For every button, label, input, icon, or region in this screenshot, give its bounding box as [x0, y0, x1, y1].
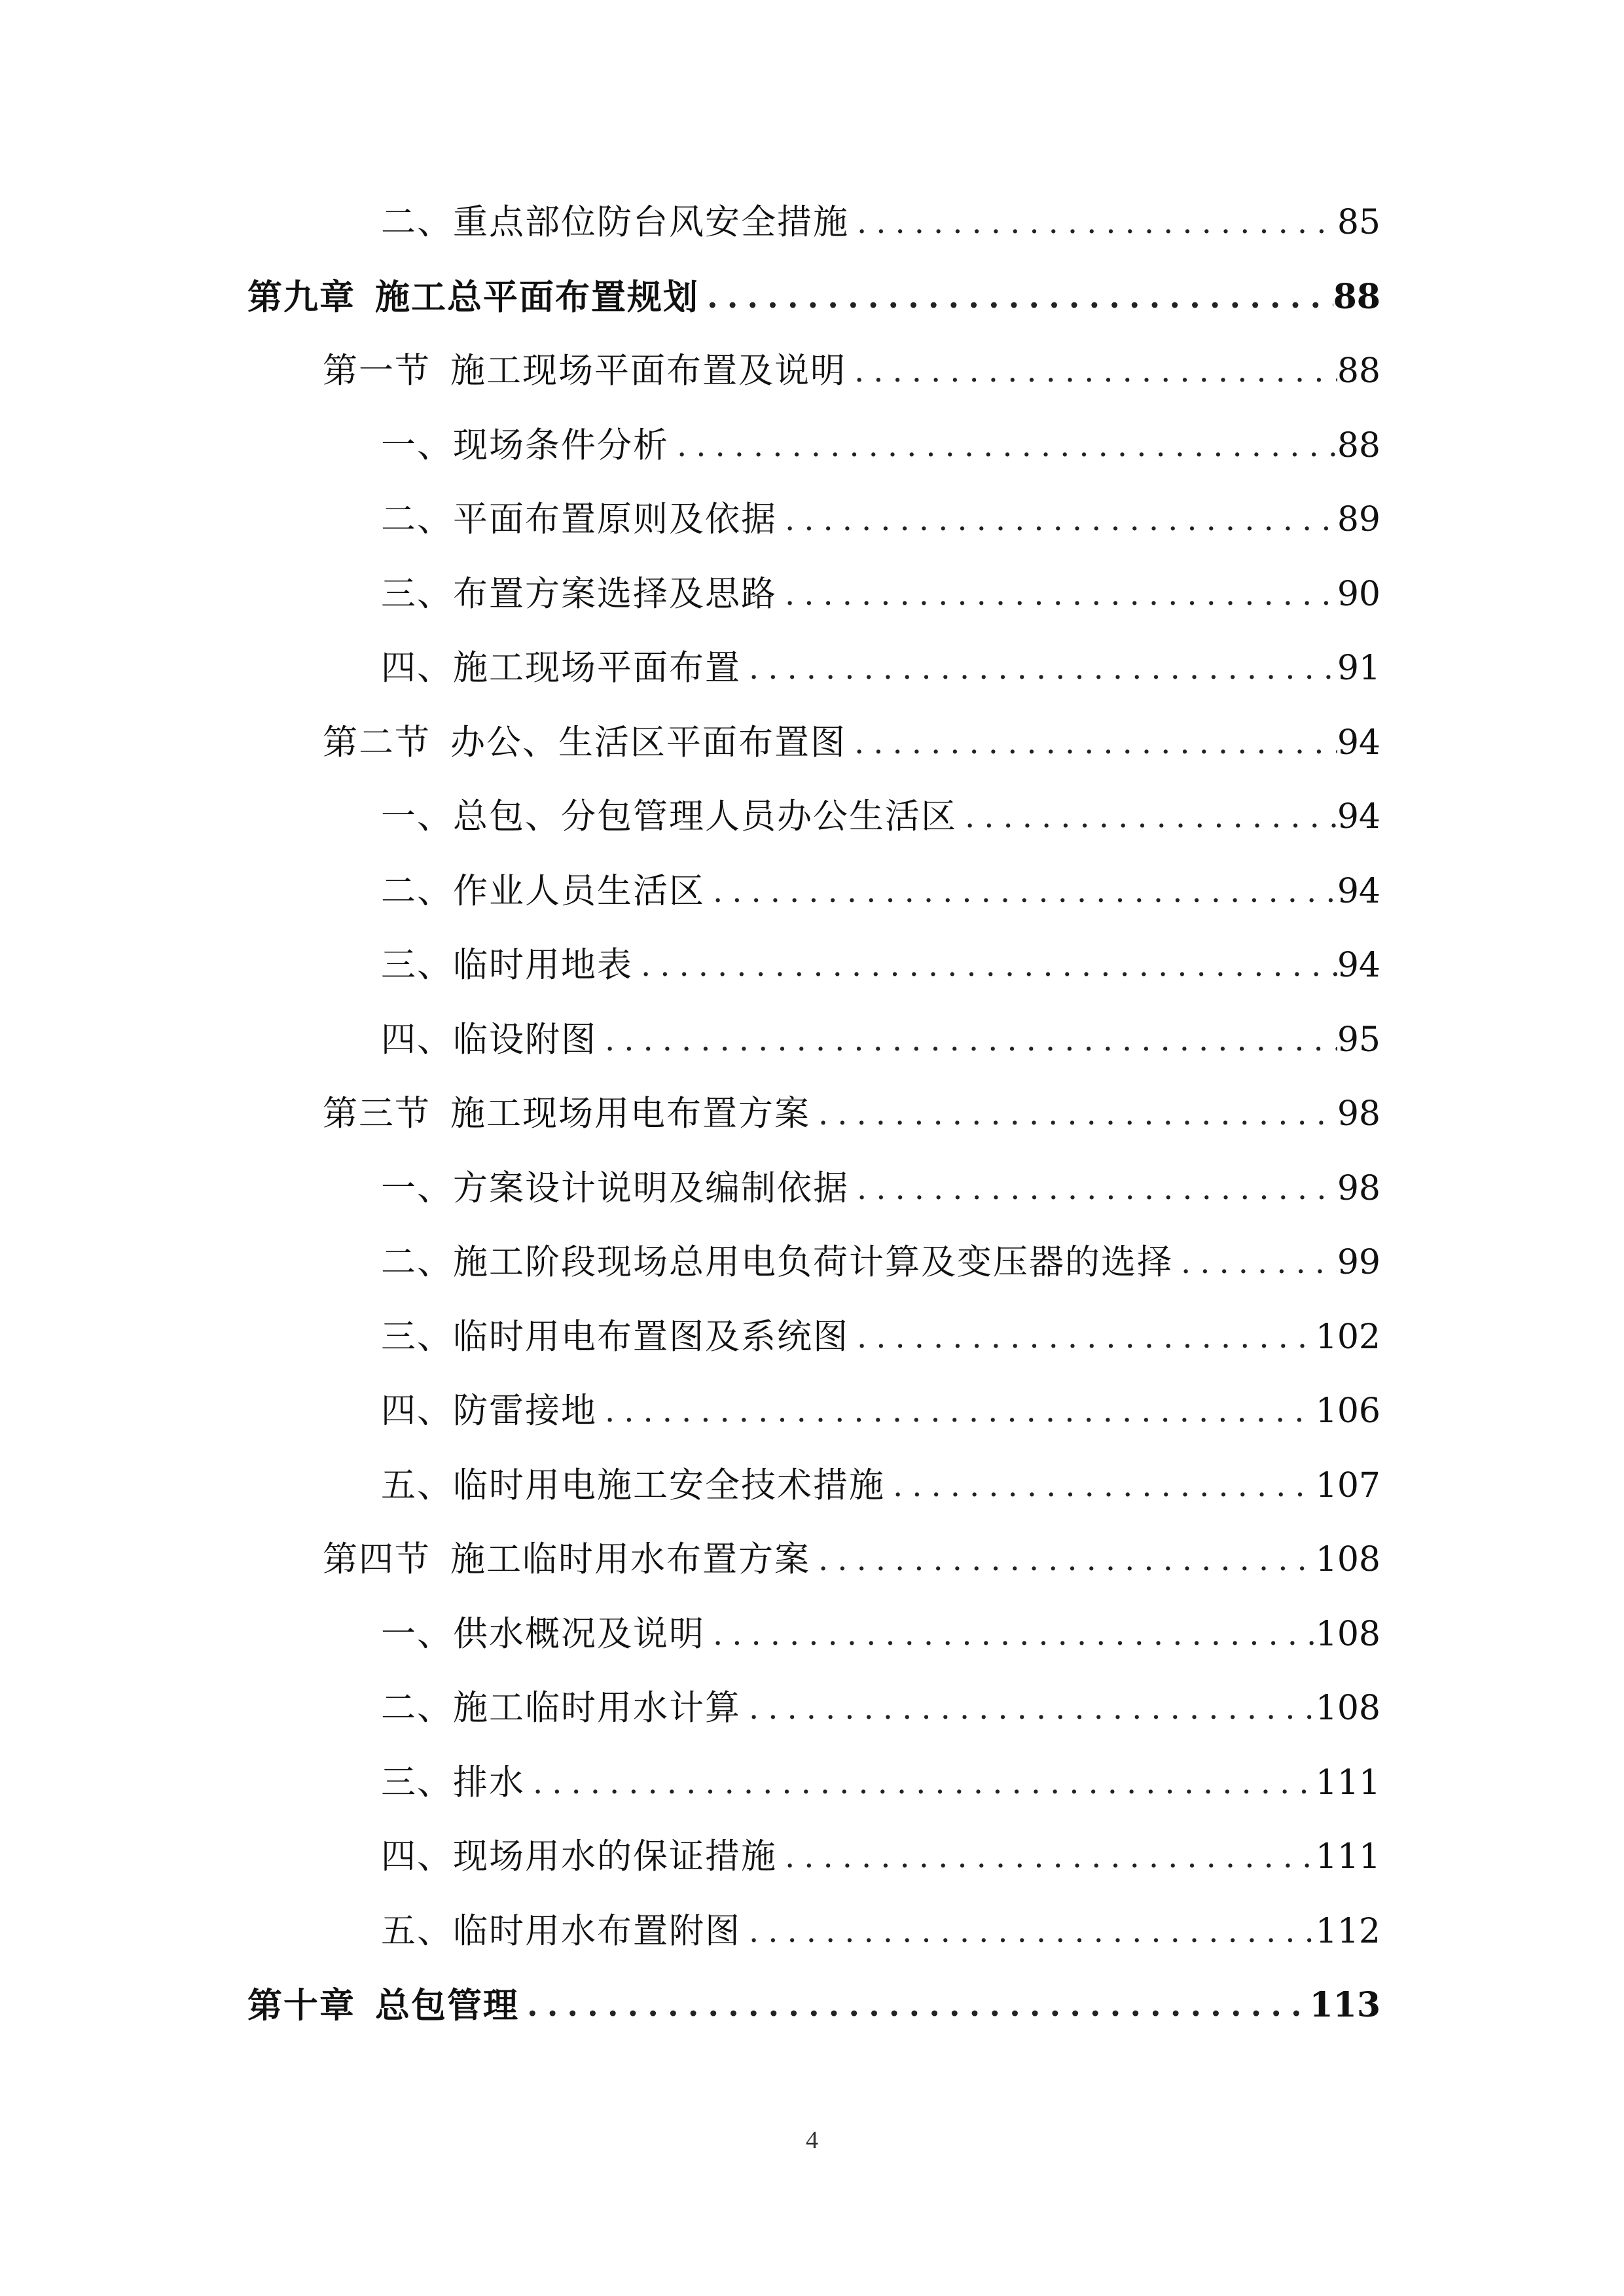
- toc-entry-page: 113: [1309, 1985, 1380, 2025]
- toc-dot-leader: [846, 342, 1337, 401]
- footer-page-number: 4: [806, 2126, 818, 2154]
- toc-entry-page: 85: [1337, 203, 1380, 242]
- toc-entry-page: 94: [1337, 872, 1380, 911]
- toc-entry-page: 111: [1315, 1837, 1380, 1876]
- toc-chapter-entry[interactable]: [247, 268, 1380, 327]
- toc-entry-page: 108: [1315, 1689, 1380, 1728]
- toc-entry[interactable]: [381, 1456, 1380, 1515]
- toc-entry[interactable]: [381, 1827, 1380, 1886]
- toc-section-entry[interactable]: [323, 1085, 1380, 1143]
- toc-entry-page: 95: [1337, 1020, 1380, 1060]
- toc-chapter-entry[interactable]: [247, 1976, 1380, 2035]
- toc-entry-title: 一、供水概况及说明: [381, 1614, 705, 1654]
- toc-entry-page: 88: [1337, 426, 1380, 465]
- toc-entry-title: 二、施工阶段现场总用电负荷计算及变压器的选择: [381, 1242, 1173, 1282]
- toc-entry-title: 一、方案设计说明及编制依据: [381, 1168, 849, 1208]
- toc-entry-page: 94: [1337, 797, 1380, 836]
- toc-entry-page: 94: [1337, 723, 1380, 762]
- toc-entry-page: 107: [1315, 1466, 1380, 1505]
- toc-entry-title: 四、施工现场平面布置: [381, 648, 741, 688]
- toc-dot-leader: [519, 1976, 1309, 2035]
- toc-entry[interactable]: [381, 639, 1380, 698]
- toc-entry-title: 三、临时用电布置图及系统图: [381, 1317, 849, 1357]
- toc-entry[interactable]: [381, 565, 1380, 624]
- toc-entry-title: 三、布置方案选择及思路: [381, 574, 777, 614]
- toc-entry-title: [323, 1085, 810, 1143]
- toc-chapter-prefix: 第九章: [247, 277, 355, 317]
- toc-entry-title: [323, 342, 846, 401]
- toc-entry[interactable]: [381, 1679, 1380, 1738]
- toc-dot-leader: [810, 1530, 1316, 1589]
- toc-entry[interactable]: [381, 1605, 1380, 1664]
- toc-entry-page: 108: [1315, 1540, 1380, 1579]
- toc-entry-title: 一、现场条件分析: [381, 425, 669, 465]
- toc-section-title: 施工临时用水布置方案: [450, 1539, 810, 1579]
- toc-entry[interactable]: [381, 862, 1380, 921]
- toc-entry-page: 112: [1315, 1912, 1380, 1951]
- toc-entry-page: 111: [1315, 1763, 1380, 1803]
- toc-entry[interactable]: [381, 490, 1380, 549]
- toc-section-title: 施工现场平面布置及说明: [450, 351, 846, 391]
- toc-dot-leader: [1173, 1233, 1337, 1292]
- toc-section-entry[interactable]: [323, 342, 1380, 401]
- toc-entry-title: 二、重点部位防台风安全措施: [381, 202, 849, 242]
- toc-dot-leader: [885, 1456, 1316, 1515]
- toc-dot-leader: [849, 193, 1337, 252]
- toc-entry-title: 四、防雷接地: [381, 1391, 597, 1431]
- toc-entry-title: 四、现场用水的保证措施: [381, 1837, 777, 1876]
- toc-entry-page: 99: [1337, 1243, 1380, 1282]
- toc-entry-title: 二、施工临时用水计算: [381, 1688, 741, 1728]
- toc-entry[interactable]: [381, 1382, 1380, 1441]
- toc-chapter-title: 总包管理: [375, 1985, 519, 2026]
- toc-entry-page: 98: [1337, 1094, 1380, 1134]
- toc-section-prefix: 第二节: [323, 723, 431, 762]
- toc-dot-leader: [597, 1011, 1337, 1069]
- toc-dot-leader: [777, 490, 1337, 549]
- toc-entry[interactable]: [381, 1753, 1380, 1812]
- toc-section-entry[interactable]: [323, 1530, 1380, 1589]
- toc-dot-leader: [699, 268, 1333, 327]
- toc-dot-leader: [741, 639, 1337, 698]
- toc-dot-leader: [633, 936, 1337, 995]
- toc-dot-leader: [846, 713, 1337, 772]
- toc-dot-leader: [849, 1308, 1316, 1367]
- toc-dot-leader: [525, 1753, 1316, 1812]
- toc-entry-page: 106: [1315, 1391, 1380, 1431]
- toc-entry[interactable]: [381, 1902, 1380, 1961]
- toc-entry[interactable]: [381, 1159, 1380, 1218]
- toc-section-entry[interactable]: [323, 713, 1380, 772]
- toc-entry[interactable]: [381, 787, 1380, 846]
- toc-dot-leader: [777, 1827, 1316, 1886]
- toc-entry-title: 五、临时用电施工安全技术措施: [381, 1465, 885, 1505]
- toc-entry-title: 一、总包、分包管理人员办公生活区: [381, 797, 957, 836]
- toc-dot-leader: [705, 862, 1337, 921]
- toc-dot-leader: [810, 1085, 1337, 1143]
- toc-entry-title: 五、临时用水布置附图: [381, 1911, 741, 1951]
- toc-dot-leader: [777, 565, 1337, 624]
- toc-entry-page: 102: [1315, 1318, 1380, 1357]
- toc-chapter-prefix: 第十章: [247, 1985, 355, 2026]
- toc-entry-title: [247, 268, 699, 327]
- toc-entry-page: 108: [1315, 1615, 1380, 1654]
- toc-section-prefix: 第三节: [323, 1094, 431, 1134]
- toc-entry-page: 88: [1333, 277, 1380, 317]
- toc-entry-title: [247, 1976, 519, 2035]
- toc-entry-page: 94: [1337, 946, 1380, 985]
- toc-entry[interactable]: [381, 1011, 1380, 1069]
- toc-dot-leader: [741, 1679, 1316, 1738]
- toc-dot-leader: [705, 1605, 1316, 1664]
- toc-entry[interactable]: [381, 193, 1380, 252]
- toc-entry[interactable]: [381, 416, 1380, 475]
- toc-section-title: 办公、生活区平面布置图: [450, 723, 846, 762]
- toc-entry-page: 98: [1337, 1169, 1380, 1208]
- toc-entry-title: [323, 1530, 810, 1589]
- toc-entry-page: 91: [1337, 649, 1380, 688]
- toc-entry[interactable]: [381, 1233, 1380, 1292]
- toc-entry-title: [323, 713, 846, 772]
- toc-entry[interactable]: [381, 936, 1380, 995]
- toc-section-prefix: 第四节: [323, 1539, 431, 1579]
- toc-entry[interactable]: [381, 1308, 1380, 1367]
- toc-section-prefix: 第一节: [323, 351, 431, 391]
- toc-chapter-title: 施工总平面布置规划: [375, 277, 699, 317]
- toc-section-title: 施工现场用电布置方案: [450, 1094, 810, 1134]
- toc-entry-page: 89: [1337, 500, 1380, 539]
- toc-dot-leader: [741, 1902, 1316, 1961]
- toc-entry-page: 90: [1337, 575, 1380, 614]
- toc-dot-leader: [957, 787, 1337, 846]
- toc-dot-leader: [669, 416, 1337, 475]
- toc-entry-title: 二、平面布置原则及依据: [381, 499, 777, 539]
- toc-dot-leader: [849, 1159, 1337, 1218]
- toc-entry-page: 88: [1337, 351, 1380, 391]
- toc-entry-title: 三、排水: [381, 1763, 525, 1803]
- toc-entry-title: 四、临设附图: [381, 1020, 597, 1060]
- toc-entry-title: 二、作业人员生活区: [381, 871, 705, 911]
- toc-dot-leader: [597, 1382, 1316, 1441]
- toc-entry-title: 三、临时用地表: [381, 945, 633, 985]
